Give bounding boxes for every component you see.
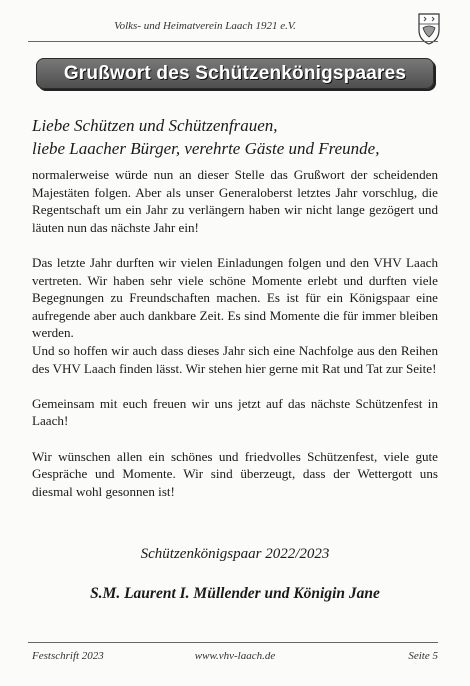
letter-body [32, 166, 438, 518]
paragraph: Gemeinsam mit euch freuen wir uns jetzt auf das nächste Schützenfest in Laach! [32, 395, 438, 429]
salutation-line: Liebe Schützen und Schützenfrauen, [32, 116, 278, 135]
paragraph: Und so hoffen wir auch dass dieses Jahr sich eine Nachfolge aus den Reihen des VHV Laach finden lässt. Wir stehen hier gerne mit Rat und Tat zur Seite! [32, 342, 438, 376]
paragraph: Wir wünschen allen ein schönes und friedvolles Schützenfest, viele gute Gespräche und Momente. Wir sind überzeugt, dass der Wettergott uns diesmal wohl gesonnen ist! [32, 448, 438, 499]
salutation [32, 114, 452, 160]
paragraph: normalerweise würde nun an dieser Stelle das Grußwort der scheidenden Majestäten folgen. Aber als unser Generaloberst letztes Jahr vorschlug, die Regentschaft um ein Jahr zu verlängern haben wir nicht lange gezögert und läuten nun das nächste Jahr ein! [32, 167, 438, 235]
salutation-line: liebe Laacher Bürger, verehrte Gäste und Freunde, [32, 139, 380, 158]
header-divider [28, 41, 438, 42]
signoff-names: S.M. Laurent I. Müllender und Königin Jane [90, 585, 380, 602]
page-title: Grußwort des Schützenkönigspaares [63, 62, 407, 84]
header-title: Volks- und Heimatverein Laach 1921 e.V. [114, 20, 296, 32]
footer-page-number: Seite 5 [408, 650, 438, 662]
footer-divider [28, 642, 438, 643]
title-banner [36, 58, 434, 89]
signoff-title: Schützenkönigspaar 2022/2023 [140, 546, 330, 562]
footer-publication: Festschrift 2023 [32, 650, 104, 662]
footer-website: www.vhv-laach.de [194, 650, 276, 662]
paragraph: Das letzte Jahr durften wir vielen Einladungen folgen und den VHV Laach vertreten. Wir haben sehr viele schöne Momente erlebt und durften viele Begegnungen zu Freundschaften machen. Es ist für ein Königspaar eine aufregende aber auch dankbare Zeit. Es sind Momente die für immer bleiben werden. [32, 254, 438, 341]
